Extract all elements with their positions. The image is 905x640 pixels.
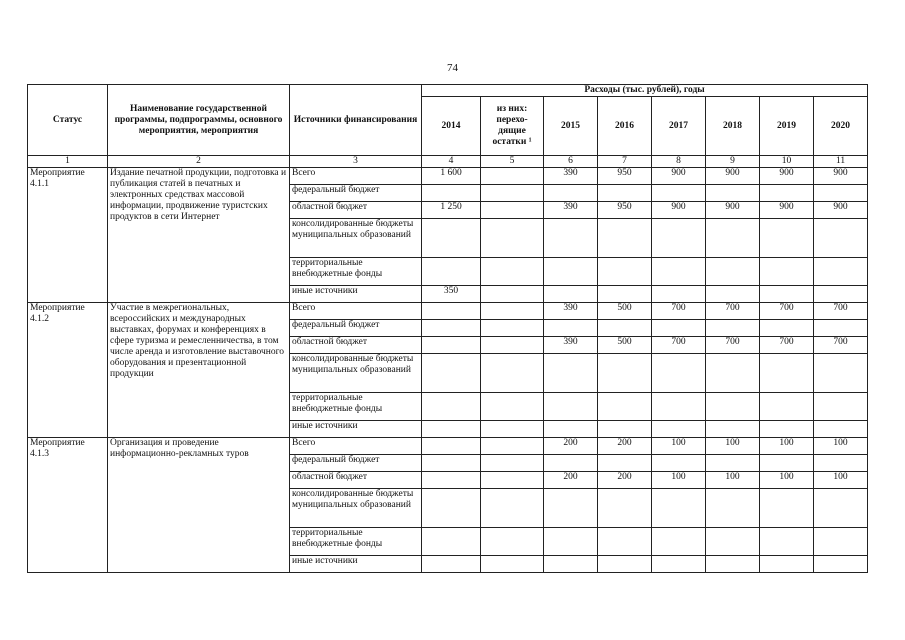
amount-cell: 200 <box>598 472 652 489</box>
amount-cell <box>814 421 868 438</box>
funding-source: федеральный бюджет <box>290 320 422 337</box>
amount-cell <box>544 219 598 258</box>
measure-name: Организация и проведение информационно-рекламных туров <box>108 438 290 573</box>
amount-cell <box>481 320 544 337</box>
amount-cell <box>652 393 706 421</box>
amount-cell <box>422 337 481 354</box>
funding-source: территориальные внебюджетные фонды <box>290 393 422 421</box>
funding-source: федеральный бюджет <box>290 455 422 472</box>
amount-cell <box>706 556 760 573</box>
amount-cell: 900 <box>652 202 706 219</box>
amount-cell: 350 <box>422 286 481 303</box>
amount-cell: 900 <box>652 168 706 185</box>
amount-cell <box>706 354 760 393</box>
measure-name: Участие в межрегиональных, всероссийских и международных выставках, форумах и конференциях в сфере туризма и ремесленничества, в том числе аренда и изготовление выставочного оборудования и презентационной продукции <box>108 303 290 438</box>
funding-source: территориальные внебюджетные фонды <box>290 528 422 556</box>
amount-cell <box>760 393 814 421</box>
amount-cell <box>814 320 868 337</box>
funding-source: областной бюджет <box>290 472 422 489</box>
amount-cell <box>481 556 544 573</box>
amount-cell <box>652 286 706 303</box>
amount-cell <box>481 303 544 320</box>
amount-cell: 390 <box>544 202 598 219</box>
amount-cell: 200 <box>598 438 652 455</box>
amount-cell <box>481 438 544 455</box>
amount-cell: 900 <box>814 202 868 219</box>
amount-cell <box>598 556 652 573</box>
funding-source: Всего <box>290 168 422 185</box>
table-row <box>28 303 868 320</box>
measure-status: Мероприятие 4.1.2 <box>28 303 108 438</box>
amount-cell <box>481 528 544 556</box>
amount-cell: 1 250 <box>422 202 481 219</box>
amount-cell: 100 <box>814 438 868 455</box>
amount-cell <box>706 185 760 202</box>
amount-cell: 1 600 <box>422 168 481 185</box>
funding-source: иные источники <box>290 556 422 573</box>
amount-cell <box>652 185 706 202</box>
amount-cell <box>422 421 481 438</box>
header-2018: 2018 <box>706 97 760 156</box>
amount-cell <box>422 219 481 258</box>
amount-cell: 100 <box>652 472 706 489</box>
measure-name: Издание печатной продукции, подготовка и публикация статей в печатных и электронных средствах массовой информации, продвижение туристских продуктов в сети Интернет <box>108 168 290 303</box>
amount-cell <box>481 202 544 219</box>
amount-cell <box>481 455 544 472</box>
column-number: 6 <box>544 156 598 168</box>
amount-cell <box>598 219 652 258</box>
amount-cell <box>422 556 481 573</box>
amount-cell <box>544 258 598 286</box>
amount-cell <box>814 528 868 556</box>
amount-cell: 700 <box>814 303 868 320</box>
amount-cell <box>760 286 814 303</box>
column-number: 5 <box>481 156 544 168</box>
amount-cell <box>481 354 544 393</box>
amount-cell: 500 <box>598 303 652 320</box>
amount-cell <box>652 455 706 472</box>
header-carryover: из них: перехо-дящие остатки ¹ <box>481 97 544 156</box>
amount-cell: 950 <box>598 168 652 185</box>
amount-cell <box>760 320 814 337</box>
amount-cell: 100 <box>652 438 706 455</box>
column-number: 10 <box>760 156 814 168</box>
amount-cell <box>544 455 598 472</box>
amount-cell <box>598 258 652 286</box>
amount-cell <box>814 455 868 472</box>
amount-cell <box>706 528 760 556</box>
amount-cell <box>422 258 481 286</box>
amount-cell <box>544 286 598 303</box>
amount-cell <box>814 489 868 528</box>
amount-cell <box>598 393 652 421</box>
amount-cell <box>598 421 652 438</box>
amount-cell <box>814 258 868 286</box>
column-number: 1 <box>28 156 108 168</box>
budget-table <box>27 84 868 573</box>
column-number: 2 <box>108 156 290 168</box>
amount-cell <box>422 528 481 556</box>
amount-cell: 100 <box>760 438 814 455</box>
amount-cell <box>481 258 544 286</box>
funding-source: консолидированные бюджеты муниципальных образований <box>290 219 422 258</box>
funding-source: консолидированные бюджеты муниципальных образований <box>290 489 422 528</box>
amount-cell: 700 <box>652 337 706 354</box>
amount-cell <box>422 185 481 202</box>
amount-cell <box>760 354 814 393</box>
amount-cell <box>481 337 544 354</box>
amount-cell <box>598 354 652 393</box>
amount-cell <box>544 556 598 573</box>
amount-cell <box>598 455 652 472</box>
amount-cell <box>544 528 598 556</box>
amount-cell: 390 <box>544 303 598 320</box>
header-sources: Источники финансирования <box>290 85 422 156</box>
amount-cell <box>814 185 868 202</box>
funding-source: Всего <box>290 303 422 320</box>
header-2017: 2017 <box>652 97 706 156</box>
amount-cell <box>481 489 544 528</box>
amount-cell <box>481 421 544 438</box>
amount-cell <box>814 354 868 393</box>
amount-cell <box>598 489 652 528</box>
amount-cell <box>422 472 481 489</box>
column-number: 4 <box>422 156 481 168</box>
funding-source: иные источники <box>290 286 422 303</box>
amount-cell <box>422 354 481 393</box>
amount-cell <box>652 421 706 438</box>
funding-source: Всего <box>290 438 422 455</box>
column-number: 11 <box>814 156 868 168</box>
amount-cell <box>652 354 706 393</box>
amount-cell: 390 <box>544 337 598 354</box>
amount-cell <box>652 219 706 258</box>
amount-cell <box>598 286 652 303</box>
amount-cell: 200 <box>544 472 598 489</box>
amount-cell <box>760 185 814 202</box>
measure-status: Мероприятие 4.1.1 <box>28 168 108 303</box>
header-expenses: Расходы (тыс. рублей), годы <box>422 85 868 97</box>
amount-cell <box>706 489 760 528</box>
amount-cell <box>481 168 544 185</box>
amount-cell <box>652 320 706 337</box>
amount-cell <box>652 258 706 286</box>
amount-cell <box>814 556 868 573</box>
amount-cell: 500 <box>598 337 652 354</box>
funding-source: областной бюджет <box>290 202 422 219</box>
amount-cell: 900 <box>706 168 760 185</box>
amount-cell: 700 <box>760 337 814 354</box>
amount-cell <box>706 421 760 438</box>
column-number: 9 <box>706 156 760 168</box>
amount-cell <box>598 185 652 202</box>
amount-cell <box>481 393 544 421</box>
amount-cell <box>706 393 760 421</box>
measure-status: Мероприятие 4.1.3 <box>28 438 108 573</box>
column-number-row <box>28 156 868 168</box>
amount-cell: 100 <box>706 472 760 489</box>
amount-cell <box>544 489 598 528</box>
amount-cell <box>706 258 760 286</box>
amount-cell <box>652 528 706 556</box>
amount-cell: 950 <box>598 202 652 219</box>
amount-cell: 100 <box>760 472 814 489</box>
table-row <box>28 168 868 185</box>
amount-cell: 700 <box>652 303 706 320</box>
amount-cell <box>598 528 652 556</box>
amount-cell <box>422 455 481 472</box>
page-number: 74 <box>447 62 458 74</box>
amount-cell <box>760 219 814 258</box>
funding-source: федеральный бюджет <box>290 185 422 202</box>
amount-cell <box>760 489 814 528</box>
amount-cell: 900 <box>814 168 868 185</box>
amount-cell <box>706 219 760 258</box>
amount-cell <box>706 320 760 337</box>
amount-cell <box>422 489 481 528</box>
header-status: Статус <box>28 85 108 156</box>
amount-cell <box>760 556 814 573</box>
column-number: 3 <box>290 156 422 168</box>
amount-cell <box>706 286 760 303</box>
amount-cell <box>422 438 481 455</box>
amount-cell <box>814 393 868 421</box>
amount-cell <box>544 185 598 202</box>
funding-source: консолидированные бюджеты муниципальных образований <box>290 354 422 393</box>
funding-source: территориальные внебюджетные фонды <box>290 258 422 286</box>
amount-cell <box>760 258 814 286</box>
column-number: 7 <box>598 156 652 168</box>
amount-cell <box>760 528 814 556</box>
amount-cell <box>814 219 868 258</box>
amount-cell: 700 <box>814 337 868 354</box>
header-2019: 2019 <box>760 97 814 156</box>
amount-cell: 100 <box>706 438 760 455</box>
header-2014: 2014 <box>422 97 481 156</box>
header-2015: 2015 <box>544 97 598 156</box>
amount-cell <box>544 421 598 438</box>
table-row <box>28 438 868 455</box>
column-number: 8 <box>652 156 706 168</box>
amount-cell <box>760 421 814 438</box>
table-body <box>28 168 868 573</box>
amount-cell <box>760 455 814 472</box>
amount-cell: 390 <box>544 168 598 185</box>
amount-cell <box>544 320 598 337</box>
amount-cell <box>481 219 544 258</box>
amount-cell <box>422 393 481 421</box>
funding-source: иные источники <box>290 421 422 438</box>
amount-cell <box>814 286 868 303</box>
header-name: Наименование государственной программы, подпрограммы, основного мероприятия, мероприятия <box>108 85 290 156</box>
amount-cell: 200 <box>544 438 598 455</box>
amount-cell <box>544 354 598 393</box>
amount-cell <box>422 303 481 320</box>
amount-cell: 700 <box>760 303 814 320</box>
amount-cell <box>422 320 481 337</box>
amount-cell: 900 <box>760 202 814 219</box>
amount-cell <box>481 286 544 303</box>
amount-cell <box>652 489 706 528</box>
amount-cell: 900 <box>760 168 814 185</box>
amount-cell <box>481 472 544 489</box>
header-2020: 2020 <box>814 97 868 156</box>
amount-cell: 700 <box>706 337 760 354</box>
amount-cell <box>481 185 544 202</box>
amount-cell: 900 <box>706 202 760 219</box>
amount-cell <box>706 455 760 472</box>
header-2016: 2016 <box>598 97 652 156</box>
amount-cell: 700 <box>706 303 760 320</box>
amount-cell <box>652 556 706 573</box>
amount-cell <box>598 320 652 337</box>
funding-source: областной бюджет <box>290 337 422 354</box>
amount-cell: 100 <box>814 472 868 489</box>
amount-cell <box>544 393 598 421</box>
